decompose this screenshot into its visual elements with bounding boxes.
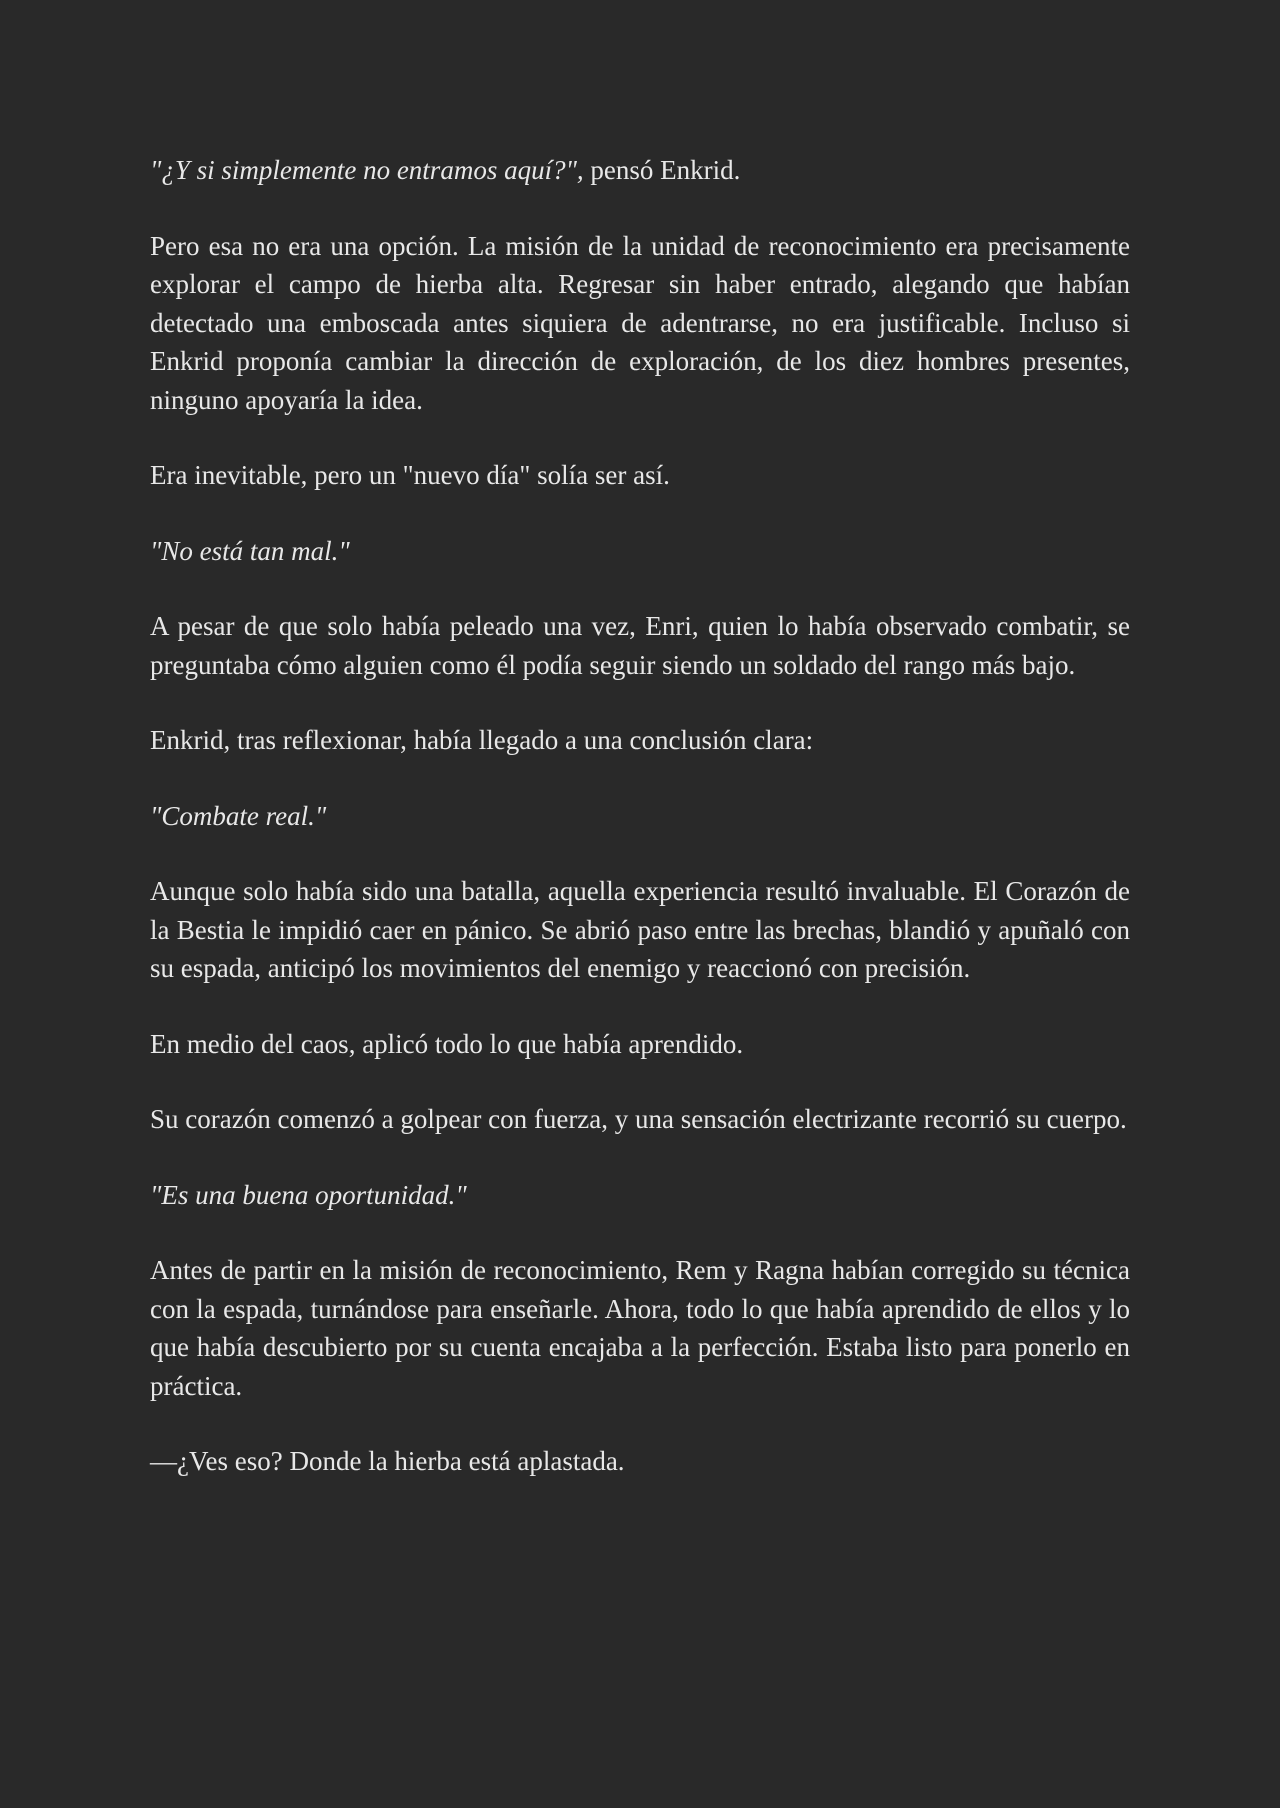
thought-quote-text: "¿Y si simplemente no entramos aquí?", (150, 155, 584, 185)
reader-page (150, 0, 1130, 1481)
paragraph-enri-wonders: A pesar de que solo había peleado una vez, Enri, quien lo había observado combatir, se preguntaba cómo alguien como él podía seguir siendo un soldado del rango más bajo. (150, 611, 1130, 680)
paragraph-no-option: Pero esa no era una opción. La misión de la unidad de reconocimiento era precisamente explorar el campo de hierba alta. Regresar sin haber entrado, alegando que habían detectado una emboscada antes siquiera de adentrarse, no era justificable. Incluso si Enkrid proponía cambiar la dirección de exploración, de los diez hombres presentes, ninguno apoyaría la idea. (150, 230, 1130, 415)
paragraph-quote-not-bad: "No está tan mal." (150, 535, 350, 566)
thought-attribution-text: pensó Enkrid. (583, 155, 741, 185)
paragraph-quote-real-combat: "Combate real." (150, 800, 327, 831)
paragraph-inevitable: Era inevitable, pero un "nuevo día" solía ser así. (150, 460, 670, 490)
paragraph-dialogue-grass: —¿Ves eso? Donde la hierba está aplastada. (150, 1446, 625, 1476)
paragraph-applied-learning: En medio del caos, aplicó todo lo que había aprendido. (150, 1028, 744, 1059)
paragraph-rem-ragna-training: Antes de partir en la misión de reconocimiento, Rem y Ragna habían corregido su técnica con la espada, turnándose para enseñarle. Ahora, todo lo que había aprendido de ellos y lo que había descubierto por su cuenta encajaba a la perfección. Estaba listo para ponerlo en práctica. (150, 1255, 1130, 1401)
paragraph-thought-intro (150, 151, 1130, 190)
paragraph-quote-good-opportunity: "Es una buena oportunidad." (150, 1179, 467, 1210)
paragraph-battle-experience: Aunque solo había sido una batalla, aquella experiencia resultó invaluable. El Corazón de la Bestia le impidió caer en pánico. Se abrió paso entre las brechas, blandió y apuñaló con su espada, anticipó los movimientos del enemigo y reaccionó con precisión. (150, 876, 1130, 983)
paragraph-heart-pounding: Su corazón comenzó a golpear con fuerza, y una sensación electrizante recorrió su cuerpo. (150, 1104, 1127, 1134)
paragraph-conclusion-lead: Enkrid, tras reflexionar, había llegado a una conclusión clara: (150, 725, 814, 755)
